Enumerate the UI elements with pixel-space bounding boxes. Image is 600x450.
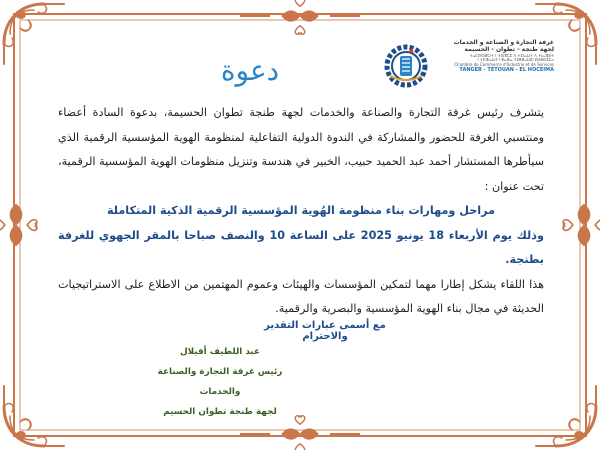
signatory-name: عبد اللطيف أفيلال bbox=[179, 347, 261, 357]
signatory-region: لجهة طنجة تطوان الحسيم bbox=[163, 407, 277, 417]
invitation-body bbox=[58, 101, 544, 322]
invitation-title: دعوة bbox=[220, 54, 280, 87]
chamber-logo bbox=[384, 40, 554, 96]
signatory-position: رئيس غرفة التجارة والصناعة والخدمات bbox=[157, 367, 283, 397]
gear-emblem-icon bbox=[384, 44, 428, 88]
intro-paragraph: يتشرف رئيس غرفة التجارة والصناعة والخدمات لجهة طنجة تطوان الحسيمة، بدعوة السادة أعضاء ومنتسبي الغرفة للحضور والمشاركة في الندوة الدولية التفاعلية لمنظومة الهوية المؤسسية الرقمية الذي سيأطرها المستشار أحمد عبد الحميد حبيب، الخبير في هندسة وتنزيل منظومات الهوية المؤسسية الرقمية، تحت عنوان : bbox=[58, 106, 544, 193]
logo-french-line: Chambre de Commerce d'Industrie et de Services bbox=[454, 61, 554, 67]
event-schedule: وذلك يوم الأربعاء 18 يونيو 2025 على الساعة 10 والنصف صباحا بالمقر الجهوي للغرفة بطنجة. bbox=[58, 228, 544, 266]
logo-tifinagh-line-2: ⵏ ⵜⵎⵏⴹⴰⵡⵜ ⵏ ⵟⴰⵏⵊⴰ ⵜⵉⵟⵟⴰⵡⵉⵏ ⵍⵃⵓⵙⵉⵎⴰ bbox=[477, 57, 554, 63]
logo-arabic-line-2: لجهة طنجة - تطوان - الحسيمة bbox=[464, 45, 554, 53]
logo-arabic-line-1: غرفة التجارة و الصناعة و الخدمات bbox=[453, 39, 554, 46]
event-topic: مراحل ومهارات بناء منظومة الهُوية المؤسسية الرقمية الذكية المتكاملة bbox=[106, 204, 496, 217]
purpose-paragraph: هذا اللقاء يشكل إطارا مهما لتمكين المؤسسات والهيئات وعموم المهتمين من الاطلاع على الاستراتيجيات الحديثة في مجال بناء الهوية المؤسسية والبصرية والرقمية. bbox=[58, 277, 544, 315]
logo-tifinagh-line-1: ⵜⴰⵎⵙⵙⵓⵔⵜ ⵏ ⵜⵙⴳⵎⵉ ⴷ ⵜⵉⵏⴰⵡⵜ ⴷ ⵜⵏⴰⴼⵓⵜ bbox=[469, 52, 554, 58]
logo-region-line: TANGER - TETOUAN - EL HOCEIMA bbox=[459, 66, 554, 73]
signature-block bbox=[150, 342, 290, 422]
closing-phrase: مع أسمى عبارات التقدير والاحترام bbox=[264, 320, 386, 342]
